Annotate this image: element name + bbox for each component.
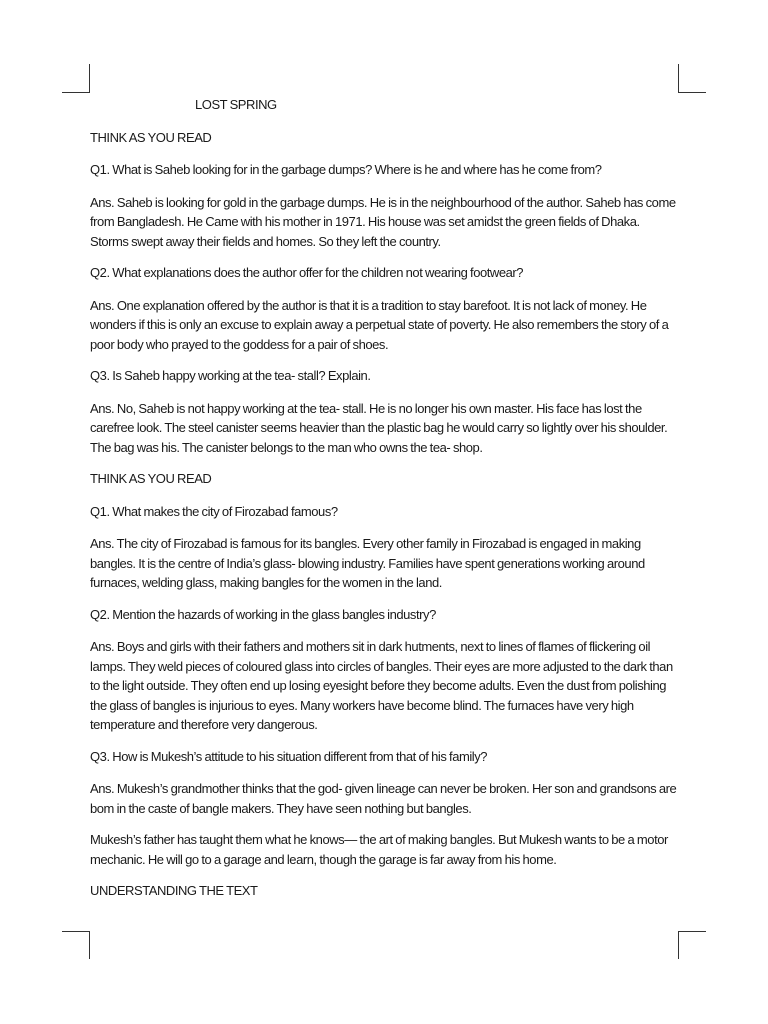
document-title: LOST SPRING: [195, 97, 277, 112]
answer: Ans. Boys and girls with their fathers and mothers sit in dark hutments, next to lines of flames of flickering oil lamps. They weld pieces of coloured glass into circles of bangles. Their eyes are more adjusted to the dark than to the light outside. They often end up losing eyesight before they become adults. Even the dust from polishing the glass of bangles is injurious to eyes. Many workers have become blind. The furnaces have very high temperature and therefore very dangerous.: [90, 639, 673, 732]
crop-mark-top-right-horizontal: [678, 92, 706, 93]
section-heading: THINK AS YOU READ: [90, 471, 212, 486]
question: Q2. What explanations does the author offer for the children not wearing footwear?: [90, 265, 524, 280]
answer: Ans. No, Saheb is not happy working at the tea- stall. He is no longer his own master. His face has lost the carefree look. The steel canister seems heavier than the plastic bag he would carry so lightly over his shoulder. The bag was his. The canister belongs to the man who owns the tea- shop.: [90, 400, 668, 455]
question: Q1. What is Saheb looking for in the garbage dumps? Where is he and where has he come from?: [90, 162, 602, 177]
answer: Ans. Saheb is looking for gold in the garbage dumps. He is in the neighbourhood of the author. Saheb has come from Bangladesh. He Came with his mother in 1971. His house was set amidst the green fields of Dhaka. Storms swept away their fields and homes. So they left the country.: [90, 194, 676, 249]
answer-continued: Mukesh’s father has taught them what he knows— the art of making bangles. But Mukesh wants to be a motor mechanic. He will go to a garage and learn, though the garage is far away from his home.: [90, 832, 668, 867]
crop-mark-bottom-right-horizontal: [678, 931, 706, 932]
question: Q3. How is Mukesh’s attitude to his situation different from that of his family?: [90, 748, 488, 764]
document-body: [90, 95, 680, 914]
crop-mark-top-right-vertical: [678, 64, 679, 92]
crop-mark-top-left-horizontal: [62, 92, 90, 93]
question: Q1. What makes the city of Firozabad famous?: [90, 503, 338, 519]
crop-mark-bottom-right-vertical: [678, 931, 679, 959]
crop-mark-top-left-vertical: [89, 64, 90, 92]
section-heading: UNDERSTANDING THE TEXT: [90, 883, 258, 898]
answer: Ans. The city of Firozabad is famous for its bangles. Every other family in Firozabad is engaged in making bangles. It is the centre of India’s glass- blowing industry. Families have spent generations working around furnaces, welding glass, making bangles for the women in the land.: [90, 536, 645, 590]
question: Q3. Is Saheb happy working at the tea- stall? Explain.: [90, 368, 371, 383]
answer: Ans. Mukesh’s grandmother thinks that the god- given lineage can never be broken. Her son and grandsons are bom in the caste of bangle makers. They have seen nothing but bangles.: [90, 781, 677, 816]
question: Q2. Mention the hazards of working in the glass bangles industry?: [90, 606, 436, 622]
crop-mark-bottom-left-horizontal: [62, 931, 90, 932]
section-heading: THINK AS YOU READ: [90, 129, 212, 145]
answer: Ans. One explanation offered by the author is that it is a tradition to stay barefoot. It is not lack of money. He wonders if this is only an excuse to explain away a perpetual state of poverty. He also remembers the story of a poor body who prayed to the goddess for a pair of shoes.: [90, 297, 669, 352]
crop-mark-bottom-left-vertical: [89, 931, 90, 959]
